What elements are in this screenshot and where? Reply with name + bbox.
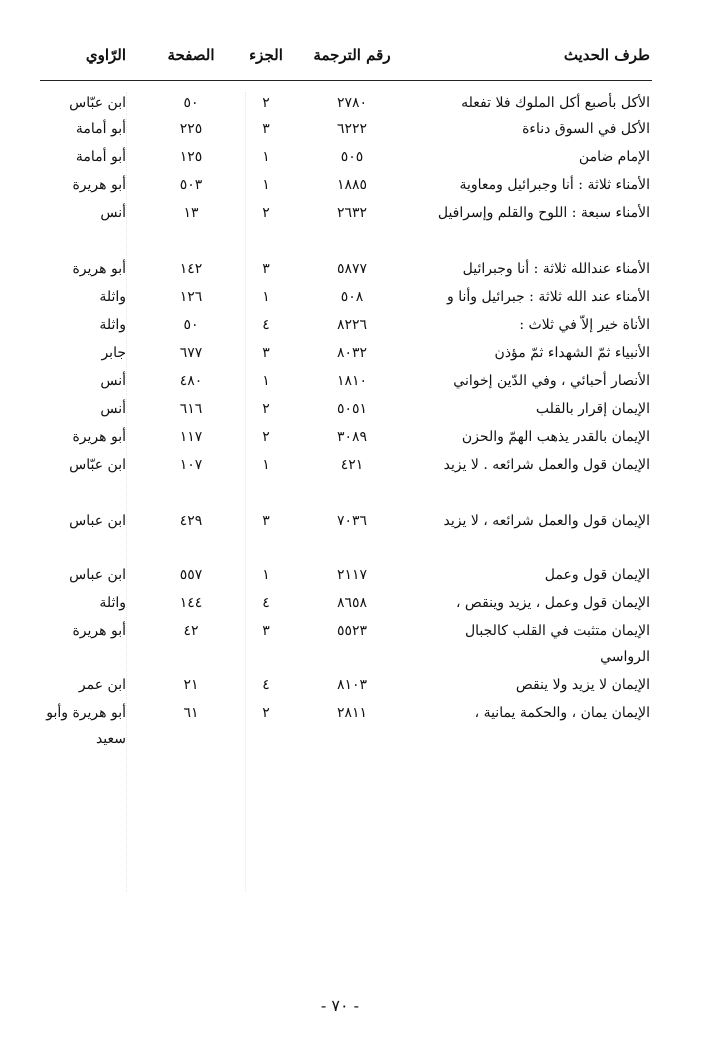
cell-juz: ٤ <box>262 317 270 333</box>
cell-rawi: واثلة <box>99 317 126 333</box>
cell-page: ٤٨٠ <box>179 373 203 389</box>
cell-hadith: الأمناء سبعة : اللوح والقلم وإسرافيل <box>437 205 650 221</box>
table-row <box>40 90 650 116</box>
cell-juz: ٢ <box>262 95 270 111</box>
cell-juz: ٣ <box>262 513 270 529</box>
cell-hadith: الإيمان يمان ، والحكمة يمانية ، <box>474 705 650 721</box>
cell-rawi: ابن عبّاس <box>69 457 126 473</box>
cell-hadith: الأكل في السوق دناءة <box>522 121 650 137</box>
cell-juz: ١ <box>262 373 270 389</box>
cell-tarjama: ١٨٨٥ <box>336 177 368 193</box>
cell-juz: ٢ <box>262 205 270 221</box>
table-row <box>40 144 650 170</box>
cell-page: ١٢٥ <box>179 149 203 165</box>
cell-hadith: الأنبياء ثمّ الشهداء ثمّ مؤذن <box>494 345 650 361</box>
table-row <box>40 172 650 198</box>
cell-tarjama: ٥٠٥ <box>340 149 364 165</box>
cell-rawi: واثلة <box>99 595 126 611</box>
table-row <box>40 424 650 450</box>
cell-tarjama: ٦٢٢٢ <box>336 121 368 137</box>
cell-page: ٢١ <box>183 677 199 693</box>
cell-rawi: أبو هريرة <box>72 261 126 277</box>
cell-hadith: الإيمان إقرار بالقلب <box>535 401 650 417</box>
cell-page: ١٠٧ <box>179 457 203 473</box>
table-row <box>40 452 650 506</box>
cell-juz: ٢ <box>262 401 270 417</box>
cell-rawi: جابر <box>101 345 126 361</box>
cell-tarjama: ٣٠٨٩ <box>336 429 368 445</box>
header-rawi: الرّاوي <box>85 46 126 64</box>
cell-rawi: أبو هريرة <box>72 429 126 445</box>
cell-tarjama: ٤٢١ <box>340 457 364 473</box>
cell-hadith: الإيمان قول وعمل ، يزيد وينقص ، <box>455 595 650 611</box>
cell-page: ٤٢٩ <box>179 513 203 529</box>
cell-juz: ١ <box>262 177 270 193</box>
cell-tarjama: ٥٠٨ <box>340 289 364 305</box>
header-tarjama: رقم الترجمة <box>313 46 391 64</box>
table-header <box>40 46 650 76</box>
cell-hadith: الإيمان قول والعمل شرائعه ، لا يزيد <box>443 513 650 529</box>
cell-juz: ١ <box>262 149 270 165</box>
table-row <box>40 562 650 588</box>
cell-juz: ٣ <box>262 623 270 639</box>
cell-page: ٥٠٣ <box>179 177 203 193</box>
cell-tarjama: ٢٨١١ <box>336 705 368 721</box>
cell-rawi: ابن عبّاس <box>69 95 126 111</box>
cell-tarjama: ٥٥٢٣ <box>336 623 368 639</box>
cell-tarjama: ١٨١٠ <box>336 373 368 389</box>
cell-hadith: الإيمان متثبت في القلب كالجبال الرواسي <box>464 623 650 665</box>
cell-rawi: أبو هريرة <box>72 177 126 193</box>
cell-page: ١٣ <box>183 205 199 221</box>
header-hadith: طرف الحديث <box>563 46 650 64</box>
cell-page: ٢٢٥ <box>179 121 203 137</box>
cell-juz: ٤ <box>262 595 270 611</box>
cell-rawi: ابن عباس <box>69 567 126 583</box>
cell-page: ٦١٦ <box>179 401 203 417</box>
cell-hadith: الأناة خير إلاّ في ثلاث : <box>519 317 650 333</box>
cell-juz: ٢ <box>262 705 270 721</box>
cell-hadith: الإيمان بالقدر يذهب الهمّ والحزن <box>461 429 650 445</box>
table-row <box>40 256 650 282</box>
cell-hadith: الأمناء ثلاثة : أنا وجبرائيل ومعاوية <box>459 177 650 193</box>
cell-rawi: واثلة <box>99 289 126 305</box>
cell-rawi: أبو أمامة <box>75 121 126 137</box>
cell-page: ٥٠ <box>183 95 199 111</box>
table-row <box>40 590 650 616</box>
cell-rawi: ابن عباس <box>69 513 126 529</box>
table-row <box>40 618 650 672</box>
cell-juz: ٤ <box>262 677 270 693</box>
cell-page: ١١٧ <box>179 429 203 445</box>
table-row <box>40 368 650 394</box>
header-juz: الجزء <box>249 46 283 64</box>
cell-rawi: أنس <box>100 205 126 221</box>
cell-juz: ١ <box>262 567 270 583</box>
cell-juz: ٣ <box>262 121 270 137</box>
cell-page: ٦١ <box>183 705 199 721</box>
table-row <box>40 312 650 338</box>
cell-rawi: ابن عمر <box>78 677 126 693</box>
cell-hadith: الأمناء عند الله ثلاثة : جبرائيل وأنا و <box>447 289 650 305</box>
cell-hadith: الإيمان قول وعمل <box>544 567 650 583</box>
cell-rawi: أبو هريرة <box>72 623 126 639</box>
page-number: - ٧٠ - <box>320 996 360 1015</box>
cell-tarjama: ٥٠٥١ <box>336 401 368 417</box>
table-row <box>40 700 650 754</box>
cell-page: ٥٥٧ <box>179 567 203 583</box>
cell-rawi: أبو هريرة وأبو سعيد <box>46 705 126 747</box>
cell-juz: ١ <box>262 289 270 305</box>
cell-page: ١٢٦ <box>179 289 203 305</box>
cell-tarjama: ٢٦٣٢ <box>336 205 368 221</box>
cell-juz: ٣ <box>262 261 270 277</box>
cell-tarjama: ٥٨٧٧ <box>336 261 368 277</box>
cell-rawi: أنس <box>100 401 126 417</box>
cell-rawi: أبو أمامة <box>75 149 126 165</box>
table-row <box>40 200 650 254</box>
cell-hadith: الإمام ضامن <box>578 149 650 165</box>
table-row <box>40 340 650 366</box>
cell-juz: ١ <box>262 457 270 473</box>
cell-tarjama: ٨٠٣٢ <box>336 345 368 361</box>
cell-tarjama: ٧٠٣٦ <box>336 513 368 529</box>
cell-tarjama: ٢١١٧ <box>336 567 368 583</box>
cell-rawi: أنس <box>100 373 126 389</box>
table-row <box>40 508 650 562</box>
cell-hadith: الإيمان لا يزيد ولا ينقص <box>515 677 650 693</box>
cell-juz: ٣ <box>262 345 270 361</box>
header-page: الصفحة <box>167 46 215 64</box>
cell-page: ٦٧٧ <box>179 345 203 361</box>
cell-tarjama: ٢٧٨٠ <box>336 95 368 111</box>
table-row <box>40 672 650 698</box>
cell-page: ٤٢ <box>183 623 199 639</box>
cell-page: ٥٠ <box>183 317 199 333</box>
cell-hadith: الإيمان قول والعمل شرائعه . لا يزيد <box>443 457 650 473</box>
cell-juz: ٢ <box>262 429 270 445</box>
header-rule <box>40 80 652 81</box>
cell-hadith: الأكل بأصبع أكل الملوك فلا تفعله <box>461 95 650 111</box>
cell-page: ١٤٤ <box>179 595 203 611</box>
table-row <box>40 396 650 422</box>
cell-tarjama: ٨٢٢٦ <box>336 317 368 333</box>
cell-tarjama: ٨٦٥٨ <box>336 595 368 611</box>
cell-hadith: الأمناء عندالله ثلاثة : أنا وجبرائيل <box>462 261 650 277</box>
cell-page: ١٤٢ <box>179 261 203 277</box>
table-row <box>40 116 650 142</box>
cell-tarjama: ٨١٠٣ <box>336 677 368 693</box>
table-row <box>40 284 650 310</box>
cell-hadith: الأنصار أحبائي ، وفي الدّين إخواني <box>453 373 650 389</box>
